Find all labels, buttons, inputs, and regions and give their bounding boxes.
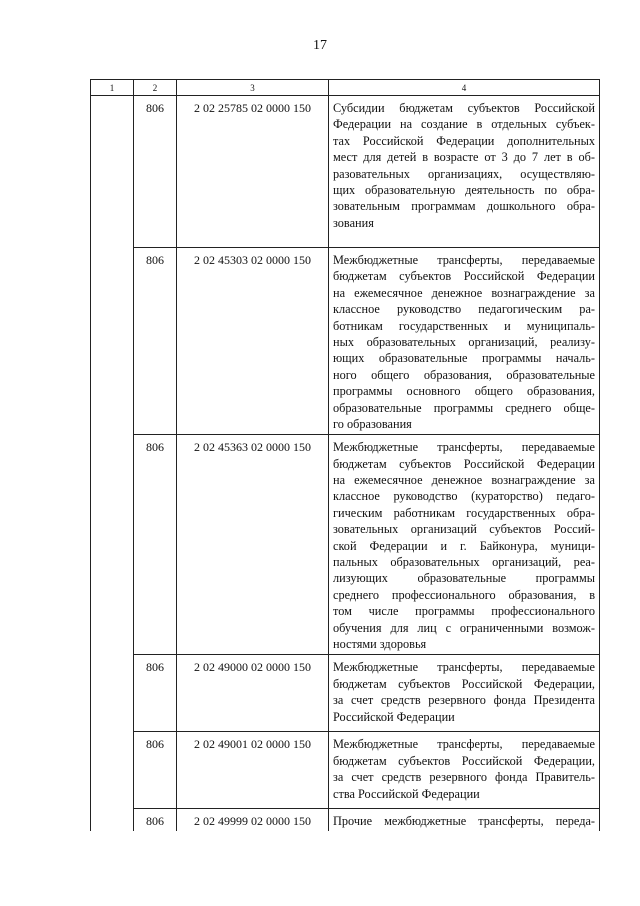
description-line: на ежемесячное денежное вознаграждение за [333,285,595,300]
description-line: образовательные программы среднего обще- [333,400,595,415]
admin-code-cell: 806 [134,809,177,868]
description-line: ных образовательных организаций, реализу- [333,334,595,349]
description-line: Межбюджетные трансферты, передаваемые [333,737,595,752]
revenue-code-cell: 2 02 49999 02 0000 150 [177,809,329,868]
revenue-code-cell: 2 02 49000 02 0000 150 [177,655,329,732]
description-cell [329,96,600,248]
admin-code-cell: 806 [134,96,177,248]
description-line: ства Российской Федерации [333,786,480,801]
revenue-code-cell: 2 02 45363 02 0000 150 [177,435,329,655]
description-line: обучения для лиц с ограниченными возмож- [333,620,595,635]
description-line: классное руководство педагогическим ра- [333,302,595,317]
column-number-1: 1 [91,80,134,96]
description-line: ного общего образования, образовательные [333,367,595,382]
description-line: за счет средств резервного фонда Президента [333,693,595,708]
description-line: го образования [333,416,412,431]
revenue-code-cell: 2 02 49001 02 0000 150 [177,732,329,809]
description-line: ботникам государственных и муниципаль- [333,318,595,333]
description-line: лизующих образовательные программы [333,571,595,586]
description-line: Прочие межбюджетные трансферты, переда- [333,814,595,829]
description-line: Межбюджетные трансферты, передаваемые [333,253,595,267]
description-line: ющих образовательные программы началь- [333,351,595,366]
description-line: классное руководство (кураторство) педаго- [333,489,595,504]
admin-code-cell: 806 [134,655,177,732]
description-cell [329,655,600,732]
description-cell [329,732,600,809]
description-line: бюджетам субъектов Российской Федерации [333,269,595,284]
description-cell [329,435,600,655]
description-line: Субсидии бюджетам субъектов Российской [333,101,595,115]
description-line: Федерации на создание в отдельных субъек- [333,117,595,132]
table-row [91,248,600,435]
description-line: пальных образовательных организаций, реа- [333,555,595,570]
description-line: тах Российской Федерации дополнительных [333,133,595,148]
column-1-cell [91,96,134,897]
description-line: разовательных организациях, осуществляю- [333,166,595,181]
table-row [91,655,600,732]
column-number-3: 3 [177,80,329,96]
description-line: Межбюджетные трансферты, передаваемые [333,440,595,455]
revenue-code-cell: 2 02 25785 02 0000 150 [177,96,329,248]
page-number: 17 [313,38,327,53]
description-line: бюджетам субъектов Российской Федерации, [333,676,595,691]
column-number-4: 4 [329,80,600,96]
description-line: зовательных организаций субъектов Россий- [333,522,595,537]
description-line: зования [333,215,374,230]
description-line: зовательным программам дошкольного обра- [333,199,595,214]
description-line: среднего профессионального образования, в [333,587,595,602]
description-line: щих образовательную деятельность по обра- [333,182,595,197]
description-line: Российской Федерации [333,709,455,724]
admin-code-cell: 806 [134,435,177,655]
description-line: мест для детей в возрасте от 3 до 7 лет в об- [333,150,595,165]
description-line: том числе программы профессионального [333,604,595,619]
table-row [91,732,600,809]
table-row [91,96,600,248]
column-number-2: 2 [134,80,177,96]
description-line: Межбюджетные трансферты, передаваемые [333,660,595,675]
description-line: программы основного общего образования, [333,384,595,399]
description-line: бюджетам субъектов Российской Федерации [333,456,595,471]
description-line: ностями здоровья [333,636,427,651]
admin-code-cell: 806 [134,248,177,435]
description-line: ской Федерации и г. Байконура, муници- [333,538,595,553]
table-row [91,435,600,655]
description-line: гическим работникам государственных обра- [333,505,595,520]
description-line: бюджетам субъектов Российской Федерации, [333,753,595,768]
admin-code-cell: 806 [134,732,177,809]
description-line: за счет средств резервного фонда Правитель- [333,770,595,785]
description-line: на ежемесячное денежное вознаграждение за [333,473,595,488]
revenue-code-cell: 2 02 45303 02 0000 150 [177,248,329,435]
description-cell [329,248,600,435]
column-number-row [91,80,600,96]
page-bottom-margin [0,831,640,906]
budget-revenue-table [90,79,600,897]
